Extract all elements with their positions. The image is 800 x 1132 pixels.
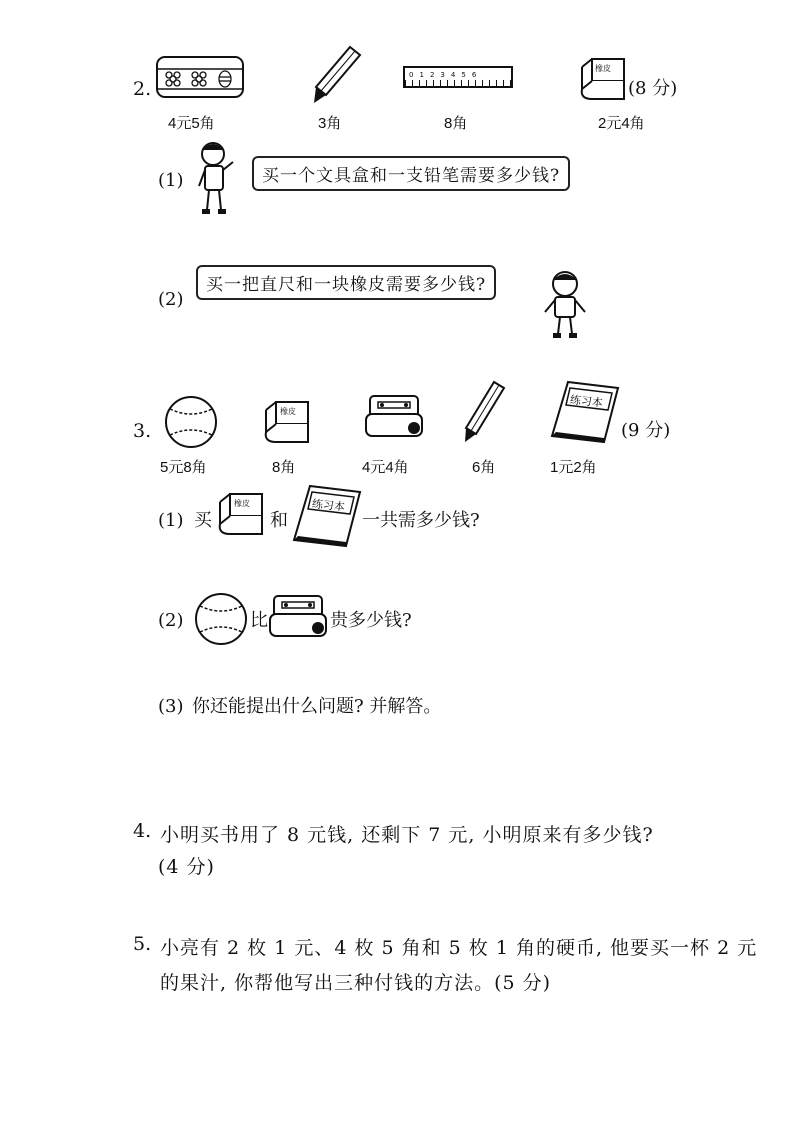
eraser-label: 橡皮 — [595, 64, 611, 73]
q5-text-line2: 的果汁, 你帮他写出三种付钱的方法。(5 分) — [160, 972, 552, 994]
q3-score: (9 分) — [621, 420, 671, 441]
q2-sub1-label: (1) — [158, 170, 184, 191]
q3-sub2-text-question: 贵多少钱? — [330, 610, 412, 631]
q3-sub1-text-buy: 买 — [194, 510, 212, 531]
q4-number: 4. — [133, 820, 152, 842]
notebook-label: 练习本 — [569, 393, 604, 410]
pencil-icon — [462, 380, 506, 448]
q2-sub2-speech-bubble: 买一把直尺和一块橡皮需要多少钱? — [196, 265, 496, 300]
eraser-label: 橡皮 — [280, 407, 296, 416]
eraser-icon — [216, 490, 266, 540]
price-eraser: 2元4角 — [598, 115, 645, 132]
ruler-tick: 4 — [450, 71, 456, 79]
q3-sub1-label: (1) — [158, 510, 184, 531]
q4-text-line1: 小明买书用了 8 元钱, 还剩下 7 元, 小明原来有多少钱? — [160, 824, 654, 846]
price-notebook: 1元2角 — [550, 459, 597, 476]
ruler-tick: 5 — [461, 71, 466, 79]
q3-sub3-text: 你还能提出什么问题? 并解答。 — [192, 696, 442, 717]
ruler-tick: 3 — [440, 71, 445, 79]
price-eraser: 8角 — [272, 459, 296, 476]
q5-number: 5. — [133, 933, 152, 955]
q3-number: 3. — [133, 420, 152, 442]
price-sharpener: 4元4角 — [362, 459, 409, 476]
price-pencil: 6角 — [472, 459, 496, 476]
q3-sub2-text-compare: 比 — [250, 610, 268, 631]
notebook-icon — [548, 380, 620, 448]
pencil-sharpener-icon — [266, 592, 330, 646]
pencil-icon — [312, 45, 364, 109]
q5-text-line1: 小亮有 2 枚 1 元、4 枚 5 角和 5 枚 1 角的硬币, 他要买一杯 2 元 — [160, 937, 758, 959]
baseball-icon — [194, 592, 248, 650]
q3-sub2-label: (2) — [158, 610, 184, 631]
price-pencil: 3角 — [318, 115, 342, 132]
q2-sub1-speech-bubble: 买一个文具盒和一支铅笔需要多少钱? — [252, 156, 570, 191]
q2-score: (8 分) — [628, 78, 678, 99]
pencil-sharpener-icon — [362, 392, 426, 446]
price-baseball: 5元8角 — [160, 459, 207, 476]
ruler-tick: 6 — [471, 71, 477, 79]
eraser-icon — [262, 398, 312, 448]
notebook-label: 练习本 — [311, 497, 346, 514]
q3-sub1-text-question: 一共需多少钱? — [362, 510, 480, 531]
baseball-icon — [164, 395, 218, 453]
price-ruler: 8角 — [444, 115, 468, 132]
ruler-tick: 2 — [429, 71, 435, 79]
boy-avatar — [193, 138, 243, 222]
q3-sub1-text-and: 和 — [270, 510, 288, 531]
boy-avatar — [540, 268, 590, 344]
q2-number: 2. — [133, 78, 152, 100]
ruler-tick: 1 — [419, 71, 424, 79]
price-pencil-case: 4元5角 — [168, 115, 215, 132]
eraser-icon — [578, 55, 628, 105]
pencil-case-icon — [155, 55, 247, 105]
q4-text-line2: (4 分) — [158, 856, 215, 878]
eraser-label: 橡皮 — [234, 499, 250, 508]
q3-sub3-label: (3) — [158, 696, 184, 717]
ruler-icon — [403, 66, 513, 88]
ruler-tick: 0 — [409, 71, 414, 79]
q2-sub2-label: (2) — [158, 289, 184, 310]
notebook-icon — [290, 484, 362, 552]
